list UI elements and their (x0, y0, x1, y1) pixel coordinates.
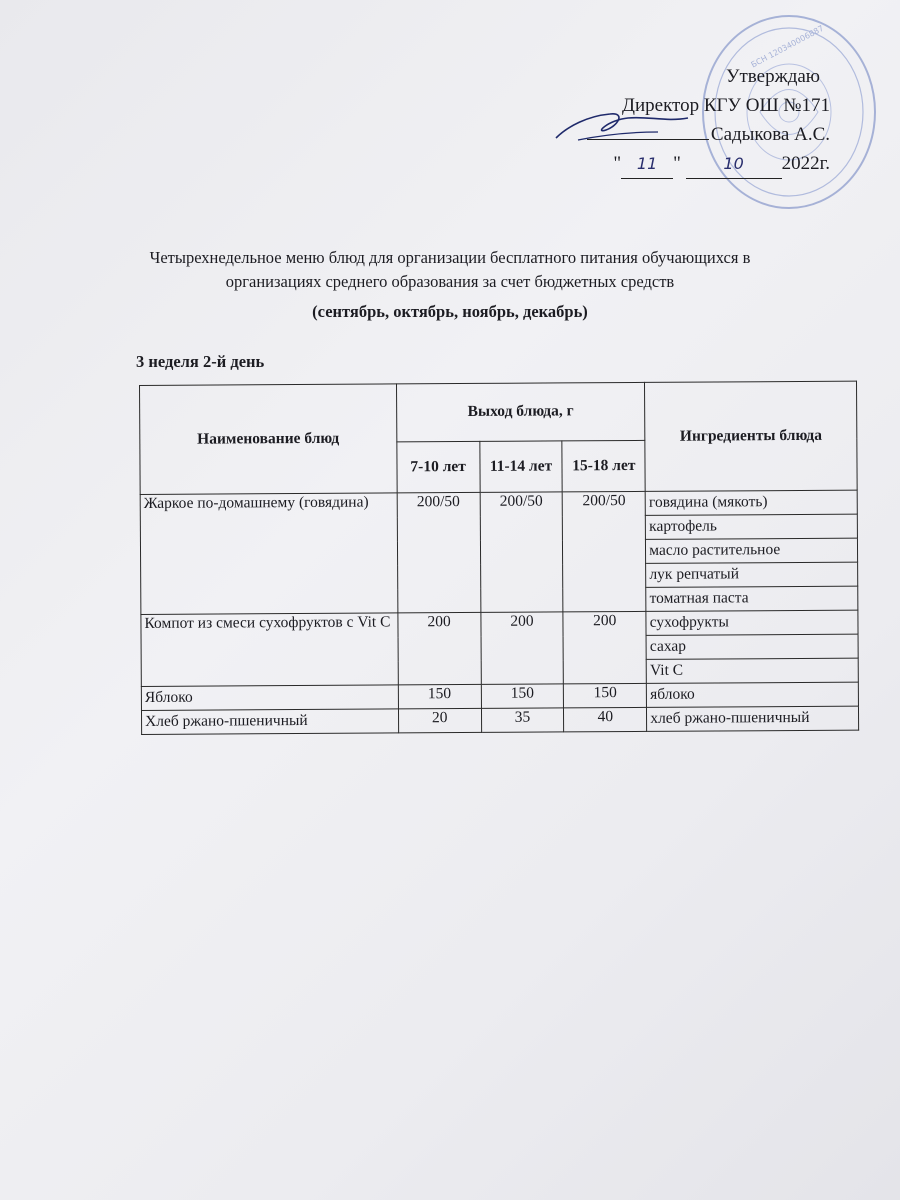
week-day-label: 3 неделя 2-й день (136, 352, 265, 371)
yield-15-18: 150 (564, 683, 647, 708)
dish-name: Яблоко (141, 685, 398, 711)
ingredient: картофель (646, 514, 858, 539)
ingredient: яблоко (647, 682, 859, 707)
yield-11-14: 150 (481, 684, 564, 709)
title-line-2: организациях среднего образования за счет бюджетных средств (225, 272, 675, 291)
yield-15-18: 40 (564, 707, 647, 732)
yield-15-18: 200/50 (563, 491, 647, 612)
yield-7-10: 200 (398, 612, 481, 685)
director-label: Директор КГУ ОШ №171 (622, 95, 830, 116)
approval-block (587, 62, 830, 179)
yield-11-14: 200/50 (480, 492, 564, 613)
header-age-15-18: 15-18 лет (562, 440, 645, 492)
header-ingredients: Ингредиенты блюда (645, 381, 857, 491)
ingredient: Vit C (646, 658, 858, 683)
yield-15-18: 200 (563, 611, 646, 684)
date-day: 11 (636, 154, 658, 173)
approval-date: " 11 " 10 2022г. (587, 149, 830, 179)
ingredient: говядина (мякоть) (645, 490, 857, 515)
director-name: Садыкова А.С. (710, 124, 830, 145)
header-age-7-10: 7-10 лет (397, 441, 480, 493)
dish-name: Компот из смеси сухофруктов с Vit C (141, 613, 398, 687)
ingredient: хлеб ржано-пшеничный (647, 706, 859, 731)
ingredient: сахар (646, 634, 858, 659)
header-age-11-14: 11-14 лет (479, 440, 562, 492)
header-dish-name: Наименование блюд (140, 384, 397, 495)
ingredient: лук репчатый (646, 562, 858, 587)
stamp-text: БСН 120340006887 (749, 23, 826, 70)
document-subtitle: (сентябрь, октябрь, ноябрь, декабрь) (312, 302, 588, 321)
title-line-1: Четырехнедельное меню блюд для организации бесплатного питания обучающихся в (149, 248, 751, 267)
header-output: Выход блюда, г (396, 382, 645, 441)
approve-label: Утверждаю (726, 66, 820, 87)
date-year: 2022г. (781, 153, 830, 174)
yield-7-10: 150 (398, 684, 481, 709)
date-month: 10 (723, 154, 744, 173)
yield-7-10: 20 (398, 708, 481, 733)
menu-table (139, 381, 859, 735)
ingredient: томатная паста (646, 586, 858, 611)
ingredient: масло растительное (646, 538, 858, 563)
yield-11-14: 35 (481, 708, 564, 733)
dish-name: Хлеб ржано-пшеничный (141, 709, 398, 735)
ingredient: сухофрукты (646, 610, 858, 635)
table-row (141, 706, 858, 734)
dish-name: Жаркое по-домашнему (говядина) (140, 493, 397, 615)
director-name-line (587, 120, 830, 149)
yield-11-14: 200 (480, 612, 563, 685)
document-title (60, 246, 840, 294)
yield-7-10: 200/50 (397, 492, 481, 613)
